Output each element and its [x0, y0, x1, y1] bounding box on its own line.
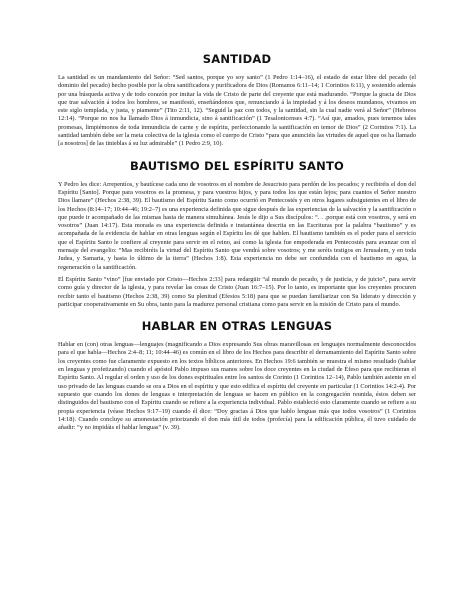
section-bautismo [58, 159, 416, 309]
section-heading: BAUTISMO DEL ESPÍRITU SANTO [129, 158, 344, 173]
paragraph: El Espíritu Santo “vino” [fue enviado por Cristo—Hechos 2:33] para redargüir “al mundo de pecado, y de justicia, y de juicio”, para servir como guía y director de la iglesia, y para revelar las cosas de Cristo (Juan 16:7–15). Por lo tanto, es importante que los creyentes procuren recibir tanto el bautismo (Hechos 2:38, 39) como Su plenitud (Efesios 5:18) para que se puedan familiarizar con Su liderato y dirección y participar cooperativamente en Su obra, tanto para la madurez personal cristiana como para servir en la misión de Cristo para el mundo. [58, 275, 416, 308]
section-santidad [58, 52, 416, 149]
section-heading: HABLAR EN OTRAS LENGUAS [141, 319, 333, 334]
paragraph: La santidad es un mandamiento del Señor: “Sed santos, porque yo soy santo” (1 Pedro 1:14–16), el estado de estar libre del pecado (el dominio del pecado) hecho posible por la obra santificadora y purificadora de Dios (Romanos 6:11–14; 1 Corintios 6:11), y sostenido además por una búsqueda activa y de todo corazón por imitar la vida de Cristo de parte del creyente que está madurando. “Porque la gracia de Dios que trae salvación á todos los hombres, se manifestó, enseñándonos que, renunciando á la impiedad y á los deseos mundanos, vivamos en este siglo templada, y justa, y piamente” (Tito 2:11, 12). “Seguid la paz con todos, y la santidad, sin la cual nadie verá al Señor” (Hebreos 12:14). “Porque no nos ha llamado Dios á inmundicia, sino á santificación” (1 Tesalonicenses 4:7). “Así que, amados, pues tenemos tales promesas, limpiémonos de toda inmundicia de carne y de espíritu, perfeccionando la santificación en temor de Dios” (2 Corintios 7:1). La santidad también debe ser la meta colectiva de la iglesia como el cuerpo de Cristo “para que anunciéis las virtudes de aquel que os ha llamado [a nosotros] de las tinieblas á su luz admirable” (1 Pedro 2:9, 10). [58, 74, 416, 148]
section-lenguas [58, 319, 416, 432]
section-heading: SANTIDAD [202, 52, 272, 66]
paragraph: Hablar en (con) otras lenguas—lenguajes (magnificando a Dios expresando Sus obras maravillosas en lenguajes normalmente desconocidos para el que habla—Hechos 2:4–8; 11; 10:44–46) es común en el libro de los Hechos para describir el derramamiento del Espíritu Santo sobre los creyentes como fue claramente expuesto en los textos bíblicos anteriores. En Hechos 19:6 también se muestra el mismo resultado (hablar en lenguas y profetizando) cuando el apóstol Pablo impuso sus manos sobre los doce creyentes en la ciudad de Éfeso para que recibieran el Espíritu Santo. Al regular el orden y uso de los dones espirituales entre los santos de Corinto (1 Corintios 12–14), Pablo también asiente en el uso privado de las lenguas cuando se ora a Dios en el espíritu y que esto edifica el espíritu del creyente en particular (1 Corintios 14:2-4). Por supuesto que cuando los dones de lenguas e interpretación de lenguas se hacen en público en la congregación reunida, éstos deben ser distinguidos del bautismo con el Espíritu cuando se refiere a la experiencia individual. Pablo estableció esto claramente cuando se refiere a su propia experiencia (véase Hechos 9:17–19) cuando él dice: “Doy gracias á Dios que hablo lenguas más que todos vosotros” (1 Corintios 14:18). Cuando concluye su amonestación priorizando el don más útil de todos (profecía) para la edificación pública, él tuvo cuidado de añadir: “y no impidáis el hablar lenguas” (v. 39). [58, 341, 416, 432]
paragraph: Y Pedro les dice: Arrepentíos, y bautícese cada uno de vosotros en el nombre de Jesucristo para perdón de los pecados; y recibiréis el don del Espíritu [Santo]. Porque para vosotros es la promesa, y para vuestros hijos, y para todos los que están lejos; para cuantos el Señor nuestro Dios llamare” (Hechos 2:38, 39). El bautismo del Espíritu Santo como ocurrió en Pentecostés y en otros lugares subsiguientes en el libro de los Hechos (8:14–17; 10:44–46; 19:2–7) es una experiencia definida que sigue después de las experiencias de la salvación y la santificación o que puede ir acompañado de las mismas hasta de manera simultánea. Jesús le dijo a Sus discípulos: “. . .porque está con vosotros, y será en vosotros” (Juan 14:17). Esta morada es una experiencia definida e instantánea descrita en las Escrituras por la palabra “bautismo” y es acompañada de la evidencia de hablar en otras lenguas según el Espíritu les dé que hablen. El bautismo también es el poder para el servicio que el Espíritu Santo le confiere al creyente para servir en el reino, así como la iglesia fue empoderada en Pentecostés para avanzar con el mensaje del evangelio: “Mas recibiréis la virtud del Espíritu Santo que vendrá sobre vosotros; y me seréis testigos en Jerusalem, y en toda Judea, y Samaria, y hasta lo último de la tierra” (Hechos 1:8). Esta experiencia no debe ser confundida con el bautismo en agua, la regeneración o la santificación. [58, 180, 416, 271]
